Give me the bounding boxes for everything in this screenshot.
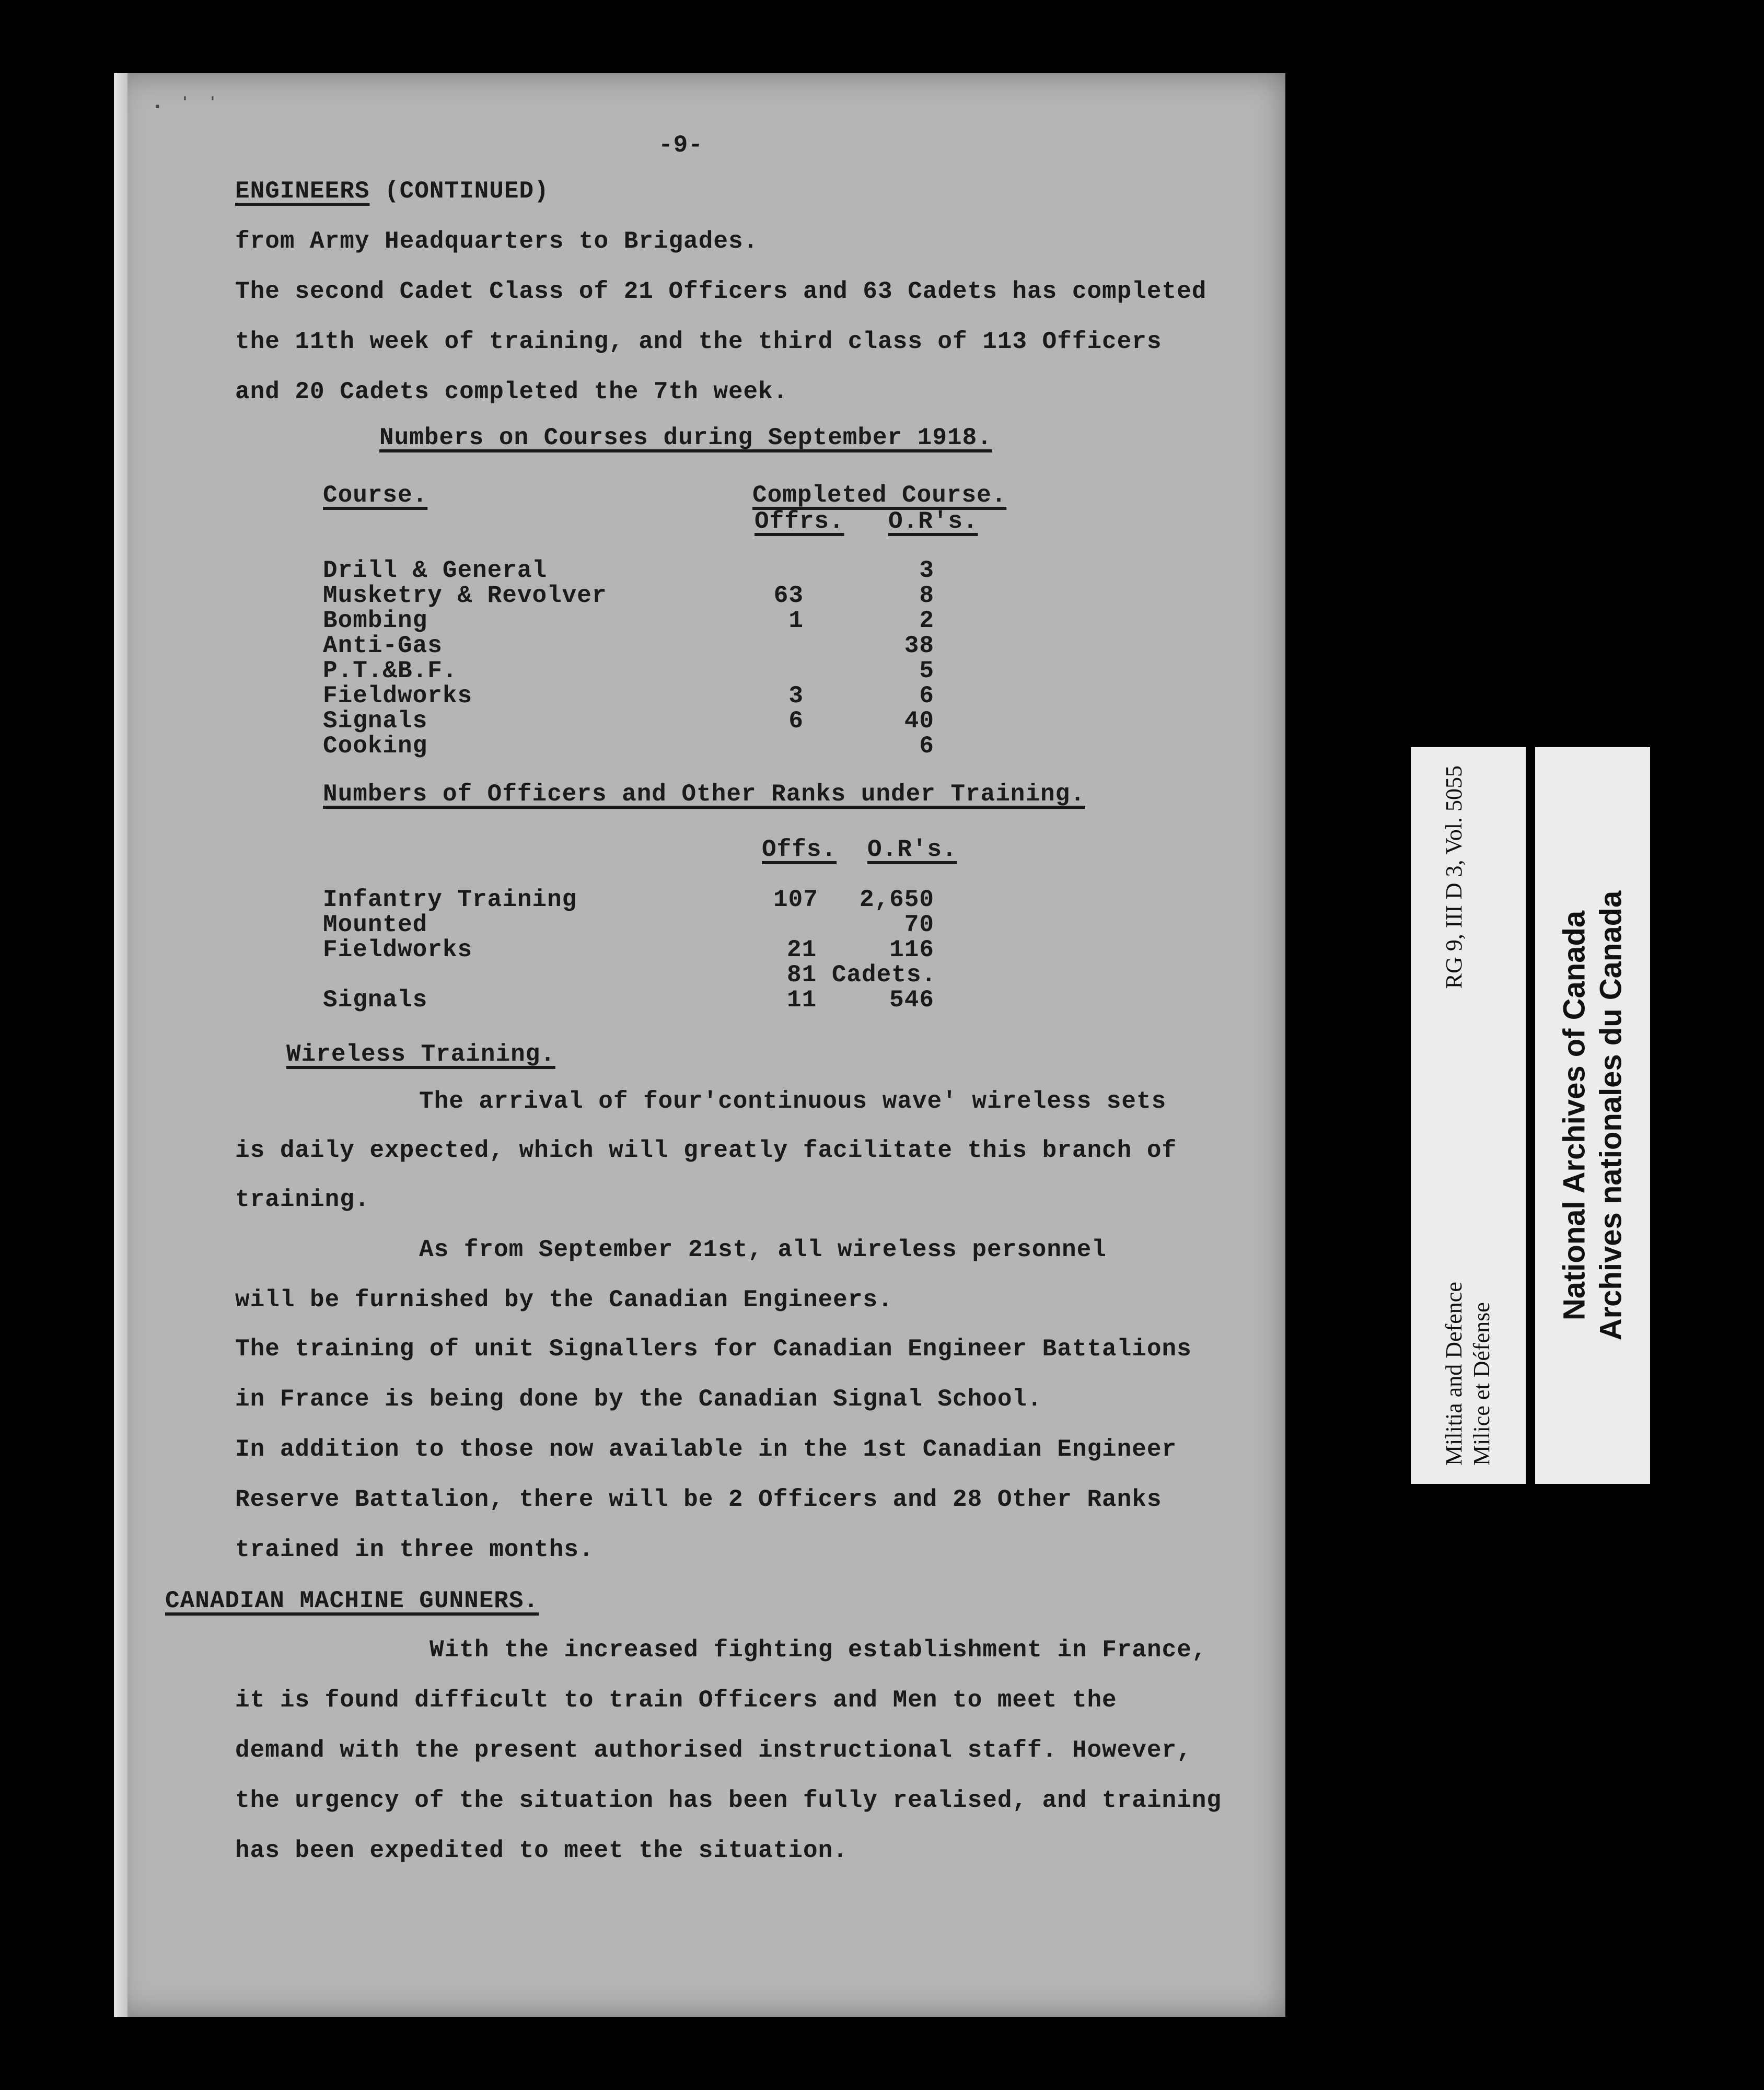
table2-offs: 81 Cadets. bbox=[787, 961, 937, 989]
corner-mark: · ˈ ˈ bbox=[150, 94, 220, 120]
wireless-line: will be furnished by the Canadian Engineers. bbox=[235, 1286, 893, 1314]
reference-code: RG 9, III D 3, Vol. 5055 bbox=[1441, 765, 1467, 989]
table1-offrs: 3 bbox=[788, 682, 804, 710]
intro-line-4: and 20 Cadets completed the 7th week. bbox=[235, 378, 788, 405]
table1-ors: 6 bbox=[919, 682, 934, 710]
table1-ors: 3 bbox=[919, 557, 934, 584]
wireless-line: in France is being done by the Canadian Signal School. bbox=[235, 1386, 1042, 1413]
intro-line-2: The second Cadet Class of 21 Officers and 63 Cadets has completed bbox=[235, 278, 1207, 305]
archive-name-en: National Archives of Canada bbox=[1557, 910, 1592, 1321]
wireless-line: Reserve Battalion, there will be 2 Officers and 28 Other Ranks bbox=[235, 1486, 1162, 1513]
heading-engineers: ENGINEERS bbox=[235, 178, 370, 205]
section-heading bbox=[235, 178, 549, 205]
department-en: Militia and Defence bbox=[1441, 1282, 1467, 1466]
table2-offs: 11 bbox=[787, 986, 817, 1014]
page-edge bbox=[114, 73, 127, 2017]
table2-title: Numbers of Officers and Other Ranks under Training. bbox=[323, 781, 1085, 808]
table1-course: Anti-Gas bbox=[323, 632, 443, 659]
table1-title: Numbers on Courses during September 1918. bbox=[379, 424, 992, 451]
table1-ors: 40 bbox=[904, 707, 934, 735]
table2-ors: 2,650 bbox=[859, 886, 934, 913]
archive-name-label bbox=[1535, 747, 1650, 1484]
table1-col-ors: O.R's. bbox=[888, 508, 978, 535]
table2-label: Fieldworks bbox=[323, 936, 473, 963]
wireless-line: trained in three months. bbox=[235, 1536, 594, 1563]
mg-line: demand with the present authorised instructional staff. However, bbox=[235, 1737, 1192, 1764]
mg-line: it is found difficult to train Officers and Men to meet the bbox=[235, 1687, 1117, 1714]
table1-ors: 8 bbox=[919, 582, 934, 609]
table2-col-offs: Offs. bbox=[762, 836, 837, 863]
wireless-line: is daily expected, which will greatly facilitate this branch of bbox=[235, 1137, 1177, 1164]
document-page bbox=[114, 73, 1285, 2017]
archive-reference-label bbox=[1411, 747, 1526, 1484]
table2-ors: 116 bbox=[889, 936, 934, 963]
table1-ors: 6 bbox=[919, 733, 934, 760]
department-fr: Milice et Défense bbox=[1469, 1302, 1494, 1466]
table2-offs: 107 bbox=[773, 886, 818, 913]
mg-heading: CANADIAN MACHINE GUNNERS. bbox=[165, 1587, 539, 1615]
table1-ors: 2 bbox=[919, 607, 934, 634]
wireless-line: The training of unit Signallers for Canadian Engineer Battalions bbox=[235, 1336, 1192, 1363]
heading-suffix: (CONTINUED) bbox=[369, 178, 549, 205]
wireless-line: The arrival of four'continuous wave' wireless sets bbox=[419, 1088, 1167, 1115]
table2-label: Signals bbox=[323, 986, 428, 1014]
table2-label: Mounted bbox=[323, 911, 428, 938]
table1-col-completed: Completed Course. bbox=[752, 482, 1007, 509]
table2-offs: 21 bbox=[787, 936, 817, 963]
table1-course: Cooking bbox=[323, 733, 428, 760]
table1-course: Signals bbox=[323, 707, 428, 735]
table1-course: P.T.&B.F. bbox=[323, 657, 458, 684]
mg-line: the urgency of the situation has been fully realised, and training bbox=[235, 1787, 1222, 1814]
mg-line: With the increased fighting establishment in France, bbox=[430, 1636, 1207, 1664]
table2-col-ors: O.R's. bbox=[867, 836, 957, 863]
wireless-line: training. bbox=[235, 1186, 370, 1213]
table2-label: Infantry Training bbox=[323, 886, 577, 913]
table1-offrs: 6 bbox=[788, 707, 804, 735]
table1-course: Fieldworks bbox=[323, 682, 473, 710]
table1-col-course: Course. bbox=[323, 482, 428, 509]
table2-ors: 546 bbox=[889, 986, 934, 1014]
wireless-line: As from September 21st, all wireless personnel bbox=[419, 1236, 1107, 1263]
page-number: -9- bbox=[658, 132, 703, 159]
mg-line: has been expedited to meet the situation. bbox=[235, 1837, 848, 1864]
table1-course: Musketry & Revolver bbox=[323, 582, 607, 609]
intro-line-1: from Army Headquarters to Brigades. bbox=[235, 228, 759, 255]
table1-course: Bombing bbox=[323, 607, 428, 634]
table1-ors: 5 bbox=[919, 657, 934, 684]
archive-name-fr: Archives nationales du Canada bbox=[1594, 890, 1628, 1341]
table1-offrs: 63 bbox=[773, 582, 804, 609]
table1-ors: 38 bbox=[904, 632, 934, 659]
wireless-line: In addition to those now available in the 1st Canadian Engineer bbox=[235, 1436, 1177, 1463]
wireless-heading: Wireless Training. bbox=[286, 1041, 555, 1068]
intro-line-3: the 11th week of training, and the third class of 113 Officers bbox=[235, 328, 1162, 355]
table1-offrs: 1 bbox=[788, 607, 804, 634]
table1-course: Drill & General bbox=[323, 557, 548, 584]
table1-col-offrs: Offrs. bbox=[755, 508, 844, 535]
table2-ors: 70 bbox=[904, 911, 934, 938]
